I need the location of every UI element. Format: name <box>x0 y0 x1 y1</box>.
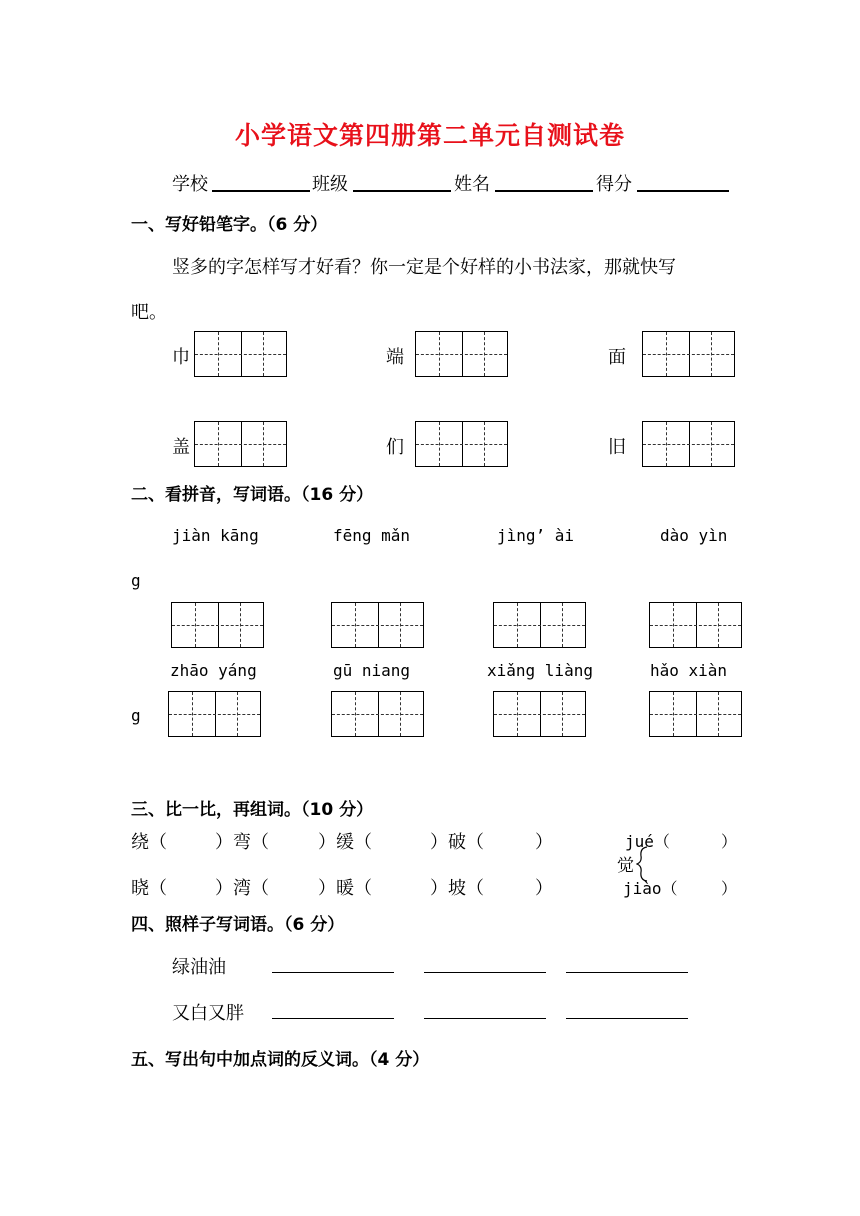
pinyin-label: hǎo xiàn <box>650 661 728 680</box>
writing-grid[interactable] <box>194 421 287 467</box>
compare-item: 晓（ <box>131 878 167 899</box>
pinyin-wrap: g <box>131 571 141 590</box>
pinyin-label: zhāo yáng <box>170 661 257 680</box>
answer-line[interactable] <box>272 972 394 973</box>
pinyin-label: jiàn kāng <box>172 526 259 545</box>
example-word: 绿油油 <box>172 957 226 978</box>
answer-line[interactable] <box>566 972 688 973</box>
name-label: 姓名 <box>454 174 490 195</box>
name-blank[interactable] <box>495 190 593 192</box>
polyphone-reading-1: jué（ <box>625 832 670 851</box>
writing-grid[interactable] <box>171 602 264 648</box>
section-3-heading: 三、比一比，再组词。（10 分） <box>131 800 374 820</box>
char-label: 巾 <box>172 347 190 368</box>
compare-item: ） <box>535 878 553 899</box>
writing-grid[interactable] <box>194 331 287 377</box>
pinyin-label: jìng’ ài <box>497 526 575 545</box>
section-2-heading: 二、看拼音，写词语。（16 分） <box>131 485 374 505</box>
writing-grid[interactable] <box>493 691 586 737</box>
polyphone-char: 觉 <box>617 856 634 876</box>
pinyin-label: gū niang <box>333 661 411 680</box>
score-blank[interactable] <box>637 190 729 192</box>
compare-item: ）暖（ <box>318 878 372 899</box>
pinyin-label: fēng mǎn <box>333 526 411 545</box>
section-1-heading: 一、写好铅笔字。（6 分） <box>131 215 328 235</box>
section-1-instruction-cont: 吧。 <box>131 302 167 323</box>
char-label: 旧 <box>608 437 626 458</box>
section-1-instruction: 竖多的字怎样写才好看？你一定是个好样的小书法家，那就快写 <box>172 257 676 278</box>
compare-item: ）弯（ <box>215 832 269 853</box>
writing-grid[interactable] <box>649 691 742 737</box>
compare-item: ）破（ <box>430 832 484 853</box>
char-label: 们 <box>386 437 404 458</box>
answer-line[interactable] <box>566 1018 688 1019</box>
char-label: 面 <box>608 347 626 368</box>
writing-grid[interactable] <box>331 602 424 648</box>
writing-grid[interactable] <box>642 421 735 467</box>
writing-grid[interactable] <box>642 331 735 377</box>
polyphone-close-2: ） <box>721 879 738 898</box>
pinyin-label: dào yìn <box>660 526 728 545</box>
school-label: 学校 <box>172 174 208 195</box>
class-label: 班级 <box>312 174 348 195</box>
class-blank[interactable] <box>353 190 451 192</box>
writing-grid[interactable] <box>331 691 424 737</box>
school-blank[interactable] <box>212 190 310 192</box>
pinyin-wrap: g <box>131 706 141 725</box>
char-label: 盖 <box>172 437 190 458</box>
answer-line[interactable] <box>272 1018 394 1019</box>
writing-grid[interactable] <box>649 602 742 648</box>
writing-grid[interactable] <box>493 602 586 648</box>
section-5-heading: 五、写出句中加点词的反义词。（4 分） <box>131 1050 430 1070</box>
compare-item: ） <box>535 832 553 853</box>
char-label: 端 <box>386 347 404 368</box>
polyphone-reading-2: jiào（ <box>623 879 678 898</box>
writing-grid[interactable] <box>168 691 261 737</box>
compare-item: ）缓（ <box>318 832 372 853</box>
compare-item: ）坡（ <box>430 878 484 899</box>
answer-line[interactable] <box>424 1018 546 1019</box>
section-4-heading: 四、照样子写词语。（6 分） <box>131 915 345 935</box>
writing-grid[interactable] <box>415 331 508 377</box>
compare-item: ）湾（ <box>215 878 269 899</box>
writing-grid[interactable] <box>415 421 508 467</box>
compare-item: 绕（ <box>131 832 167 853</box>
pinyin-label: xiǎng liàng <box>487 661 593 680</box>
polyphone-close-1: ） <box>721 832 738 851</box>
answer-line[interactable] <box>424 972 546 973</box>
score-label: 得分 <box>596 174 632 195</box>
page-title: 小学语文第四册第二单元自测试卷 <box>234 121 625 150</box>
example-word: 又白又胖 <box>172 1003 244 1024</box>
